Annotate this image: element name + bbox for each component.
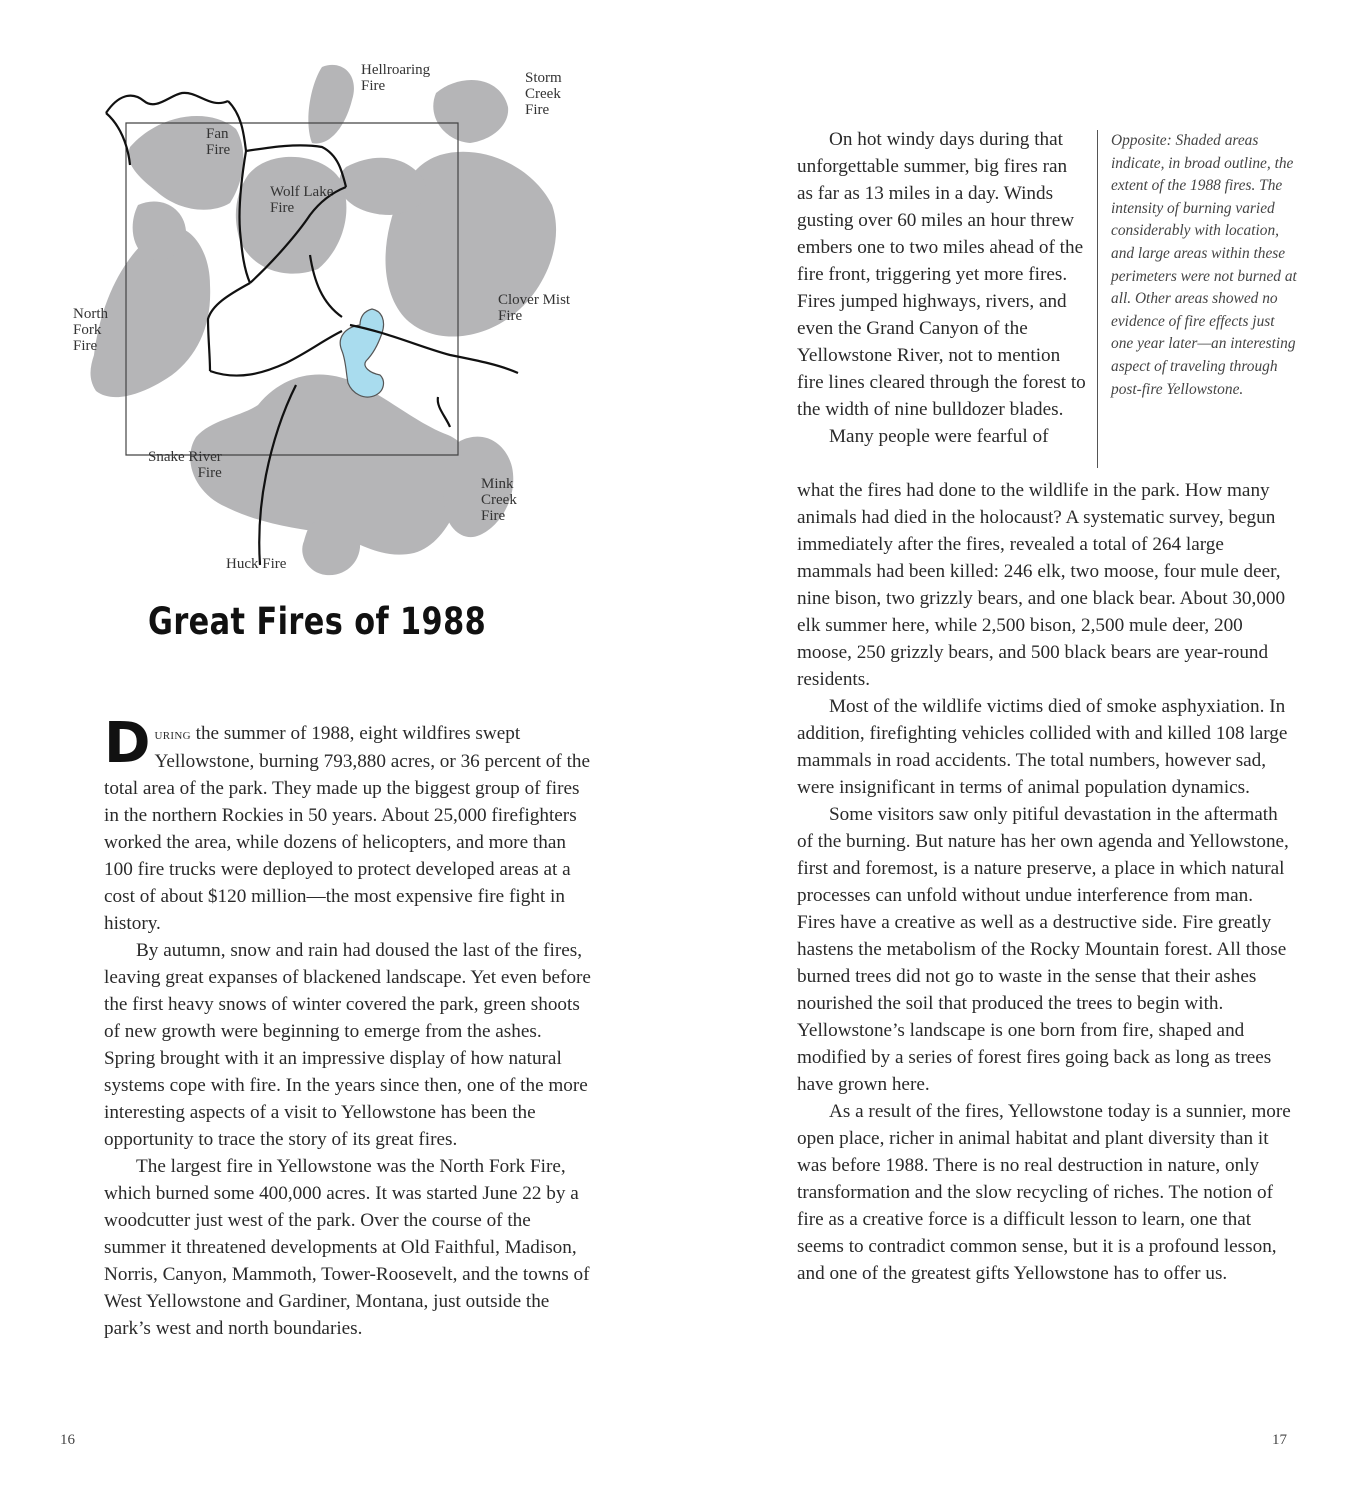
paragraph-7: Some visitors saw only pitiful devastation in the aftermath of the burning. But nature has her own agenda and Yellowstone, first and foremost, is a nature preserve, a place in which natural processes can unfold without undue interference from man. Fires have a creative as well as a destructive side. Fire greatly hastens the metabolism of the Rocky Mountain forest. All those burned trees did not go to waste in the sense that their ashes nourished the soil that produced the trees to begin with. Yellowstone’s landscape is one born from fire, shaped and modified by a series of forest fires going back as long as trees have grown here. [797, 804, 1289, 1095]
paragraph-8: As a result of the fires, Yellowstone today is a sunnier, more open place, richer in animal habitat and plant diversity than it was before 1988. There is no real destruction in nature, only transformation and the slow recycling of riches. The notion of fire as a creative force is a difficult lesson to learn, one that seems to contradict common sense, but it is a profound lesson, and one of the greatest gifts Yellowstone has to offer us. [797, 1101, 1291, 1284]
page-title: Great Fires of 1988 [148, 600, 487, 643]
paragraph-2: By autumn, snow and rain had doused the last of the fires, leaving great expanses of blackened landscape. Yet even before the first heavy snows of winter covered the park, green shoots of new growth were beginning to emerge from the ashes. Spring brought with it an impressive display of how natural systems cope with fire. In the years since then, one of the more interesting aspects of a visit to Yellowstone has been the opportunity to trace the story of its great fires. [104, 940, 591, 1150]
page-number-right: 17 [1272, 1432, 1287, 1448]
page-number-left: 16 [60, 1432, 75, 1448]
road-east-spur [438, 397, 450, 427]
paragraph-1-text: the summer of 1988, eight wildfires swept Yellowstone, burning 793,880 acres, or 36 percent of the total area of the park. They made up the biggest group of fires in the northern Rockies in 50 years. About 25,000 firefighters worked the area, while dozens of helicopters, and more than 100 fire trucks were deployed to protect developed areas at a cost of about $120 million—the most expensive fire fight in history. [104, 723, 591, 934]
map-label-mink-creek: Mink Creek Fire [481, 476, 517, 524]
left-column [104, 711, 594, 1342]
paragraph-5-start: Many people were fearful of [829, 426, 1049, 447]
road-north-boundary [106, 93, 228, 113]
smallcaps-lead: uring [154, 726, 191, 743]
map-label-fan: Fan Fire [206, 126, 231, 158]
dropcap: D [104, 711, 151, 776]
paragraph-6: Most of the wildlife victims died of smoke asphyxiation. In addition, firefighting vehicles collided with and killed 108 large mammals in road accidents. The total numbers, however sad, were insignificant in terms of animal population dynamics. [797, 696, 1288, 798]
right-column-bottom [797, 477, 1292, 1287]
burned-area-north-central [339, 158, 426, 215]
burned-area-hellroaring [308, 65, 354, 144]
fire-map [60, 55, 620, 585]
map-label-clover-mist: Clover Mist Fire [498, 292, 571, 324]
map-label-hellroaring: Hellroaring Fire [361, 62, 431, 94]
map-label-storm-creek: Storm Creek Fire [525, 70, 562, 118]
map-label-snake-river: Snake River Fire [148, 449, 222, 481]
paragraph-5-rest: what the fires had done to the wildlife in the park. How many animals had died in the holocaust? A systematic survey, begun immediately after the fires, revealed a total of 264 large mammals had been killed: 246 elk, two moose, four mule deer, nine bison, two grizzly bears, and one black bear. About 30,000 elk summer here, while 2,500 bison, 2,500 mule deer, 200 moose, 250 grizzly bears, and 500 black bears are year-round residents. [797, 480, 1286, 690]
map-label-north-fork: North Fork Fire [73, 306, 108, 354]
map-label-huck: Huck Fire [226, 556, 287, 572]
paragraph-1 [104, 711, 594, 937]
paragraph-3: The largest fire in Yellowstone was the North Fork Fire, which burned some 400,000 acres. It was started June 22 by a woodcutter just west of the park. Over the course of the summer it threatened developments at Old Faithful, Madison, Norris, Canyon, Mammoth, Tower-Roosevelt, and the towns of West Yellowstone and Gardiner, Montana, just outside the park’s west and north boundaries. [104, 1156, 590, 1339]
road-south-west [210, 331, 342, 376]
map-label-wolf-lake: Wolf Lake Fire [270, 184, 334, 216]
paragraph-4: On hot windy days during that unforgettable summer, big fires ran as far as 13 miles in a day. Winds gusting over 60 miles an hour threw embers one to two miles ahead of the fire front, triggering yet more fires. Fires jumped highways, rivers, and even the Grand Canyon of the Yellowstone River, not to mention fire lines cleared through the forest to the width of nine bulldozer blades. [797, 129, 1086, 420]
sidebar-caption [1097, 130, 1297, 468]
road-west-entry [208, 283, 250, 371]
burned-area-storm-creek [433, 80, 508, 143]
sidebar-caption-text: Opposite: Shaded areas indicate, in broad outline, the extent of the 1988 fires. The intensity of burning varied considerably with location, and large areas within these perimeters were not burned at all. Other areas showed no evidence of fire effects just one year later—an interesting aspect of traveling through post-fire Yellowstone. [1111, 132, 1297, 398]
burned-area-huck [302, 518, 360, 576]
burned-area-north-fork-upper [133, 201, 186, 260]
right-column-top [797, 126, 1087, 450]
